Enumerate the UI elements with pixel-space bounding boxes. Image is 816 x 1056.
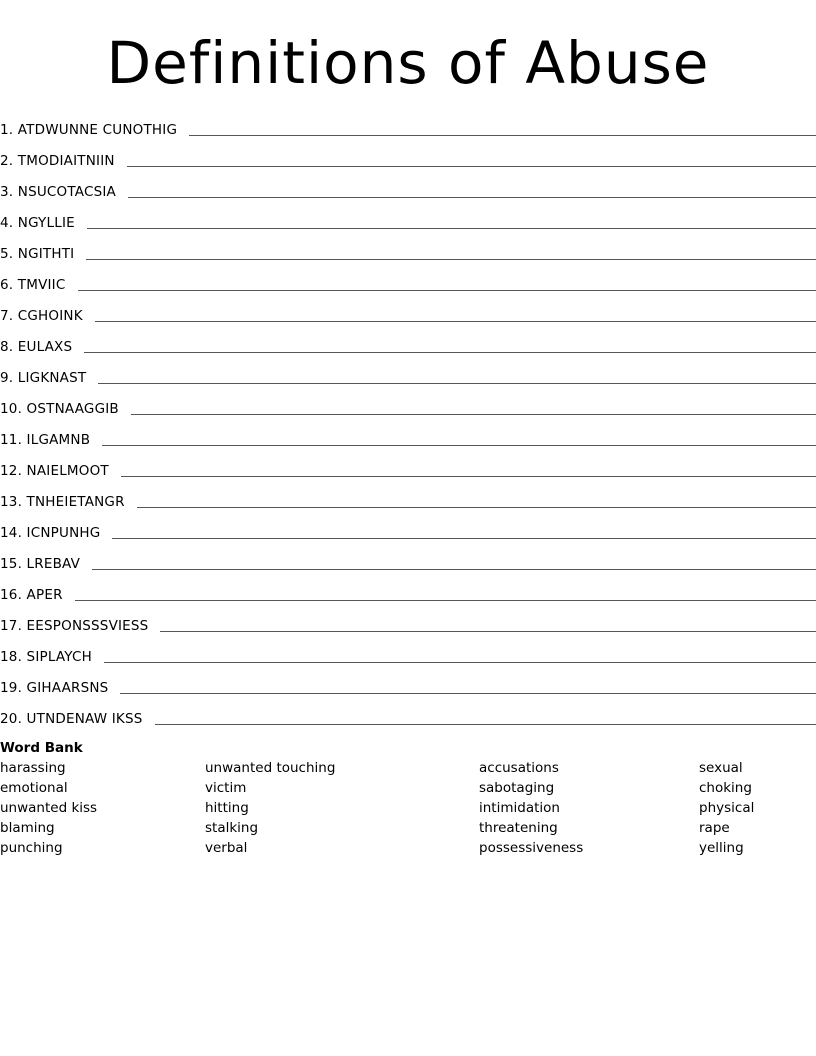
word-bank-title: Word Bank [0, 740, 83, 756]
word-bank-word: hitting [205, 800, 249, 816]
word-bank-word: verbal [205, 840, 248, 856]
scramble-item [0, 419, 816, 450]
scramble-item [0, 295, 816, 326]
scramble-word: 16. APER [0, 587, 63, 603]
answer-line[interactable] [189, 135, 816, 136]
word-bank-word: harassing [0, 760, 66, 776]
word-bank-word: unwanted touching [205, 760, 336, 776]
answer-line[interactable] [102, 445, 816, 446]
word-bank-word: rape [699, 820, 730, 836]
scramble-item [0, 233, 816, 264]
scramble-word: 4. NGYLLIE [0, 215, 75, 231]
answer-line[interactable] [128, 197, 816, 198]
scramble-word: 9. LIGKNAST [0, 370, 87, 386]
scramble-word: 1. ATDWUNNE CUNOTHIG [0, 122, 178, 138]
word-bank-word: victim [205, 780, 247, 796]
word-bank-word: choking [699, 780, 752, 796]
answer-line[interactable] [92, 569, 816, 570]
scramble-item [0, 450, 816, 481]
word-bank-word: sabotaging [479, 780, 555, 796]
scramble-item [0, 667, 816, 698]
scramble-item [0, 605, 816, 636]
word-bank-grid [0, 758, 816, 858]
scramble-word: 3. NSUCOTACSIA [0, 184, 116, 200]
word-bank-word: physical [699, 800, 755, 816]
scramble-item [0, 357, 816, 388]
answer-line[interactable] [127, 166, 816, 167]
word-bank-word: blaming [0, 820, 55, 836]
answer-line[interactable] [95, 321, 816, 322]
scramble-word: 19. GIHAARSNS [0, 680, 109, 696]
word-bank-word: emotional [0, 780, 68, 796]
scramble-word: 14. ICNPUNHG [0, 525, 101, 541]
scramble-list [0, 109, 816, 729]
answer-line[interactable] [86, 259, 816, 260]
word-bank-column [479, 758, 583, 858]
answer-line[interactable] [112, 538, 816, 539]
answer-line[interactable] [137, 507, 816, 508]
scramble-item [0, 481, 816, 512]
answer-line[interactable] [75, 600, 816, 601]
scramble-item [0, 574, 816, 605]
scramble-item [0, 264, 816, 295]
word-bank-word: sexual [699, 760, 743, 776]
word-bank-word: accusations [479, 760, 559, 776]
scramble-item [0, 636, 816, 667]
answer-line[interactable] [160, 631, 816, 632]
scramble-item [0, 512, 816, 543]
scramble-item [0, 109, 816, 140]
answer-line[interactable] [87, 228, 816, 229]
answer-line[interactable] [78, 290, 816, 291]
scramble-item [0, 171, 816, 202]
scramble-word: 5. NGITHTI [0, 246, 75, 262]
scramble-word: 10. OSTNAAGGIB [0, 401, 119, 417]
word-bank-word: stalking [205, 820, 259, 836]
scramble-word: 20. UTNDENAW IKSS [0, 711, 143, 727]
scramble-item [0, 140, 816, 171]
word-bank-word: threatening [479, 820, 558, 836]
scramble-item [0, 202, 816, 233]
page-title: Definitions of Abuse [106, 29, 710, 97]
word-bank-word: yelling [699, 840, 744, 856]
scramble-word: 11. ILGAMNB [0, 432, 91, 448]
scramble-item [0, 326, 816, 357]
scramble-word: 6. TMVIIC [0, 277, 66, 293]
answer-line[interactable] [120, 693, 816, 694]
scramble-word: 12. NAIELMOOT [0, 463, 109, 479]
word-bank-word: unwanted kiss [0, 800, 98, 816]
word-bank-column [205, 758, 335, 858]
answer-line[interactable] [98, 383, 816, 384]
scramble-item [0, 388, 816, 419]
answer-line[interactable] [84, 352, 816, 353]
answer-line[interactable] [131, 414, 816, 415]
word-bank-word: possessiveness [479, 840, 584, 856]
scramble-word: 18. SIPLAYCH [0, 649, 92, 665]
scramble-word: 8. EULAXS [0, 339, 73, 355]
scramble-word: 17. EESPONSSSVIESS [0, 618, 149, 634]
answer-line[interactable] [104, 662, 816, 663]
scramble-word: 13. TNHEIETANGR [0, 494, 125, 510]
word-bank-column [0, 758, 97, 858]
scramble-word: 7. CGHOINK [0, 308, 83, 324]
scramble-item [0, 543, 816, 574]
answer-line[interactable] [155, 724, 816, 725]
scramble-item [0, 698, 816, 729]
scramble-word: 15. LREBAV [0, 556, 81, 572]
word-bank [0, 738, 816, 858]
word-bank-word: intimidation [479, 800, 560, 816]
word-bank-word: punching [0, 840, 63, 856]
answer-line[interactable] [121, 476, 816, 477]
word-bank-column [699, 758, 754, 858]
scramble-word: 2. TMODIAITNIIN [0, 153, 115, 169]
